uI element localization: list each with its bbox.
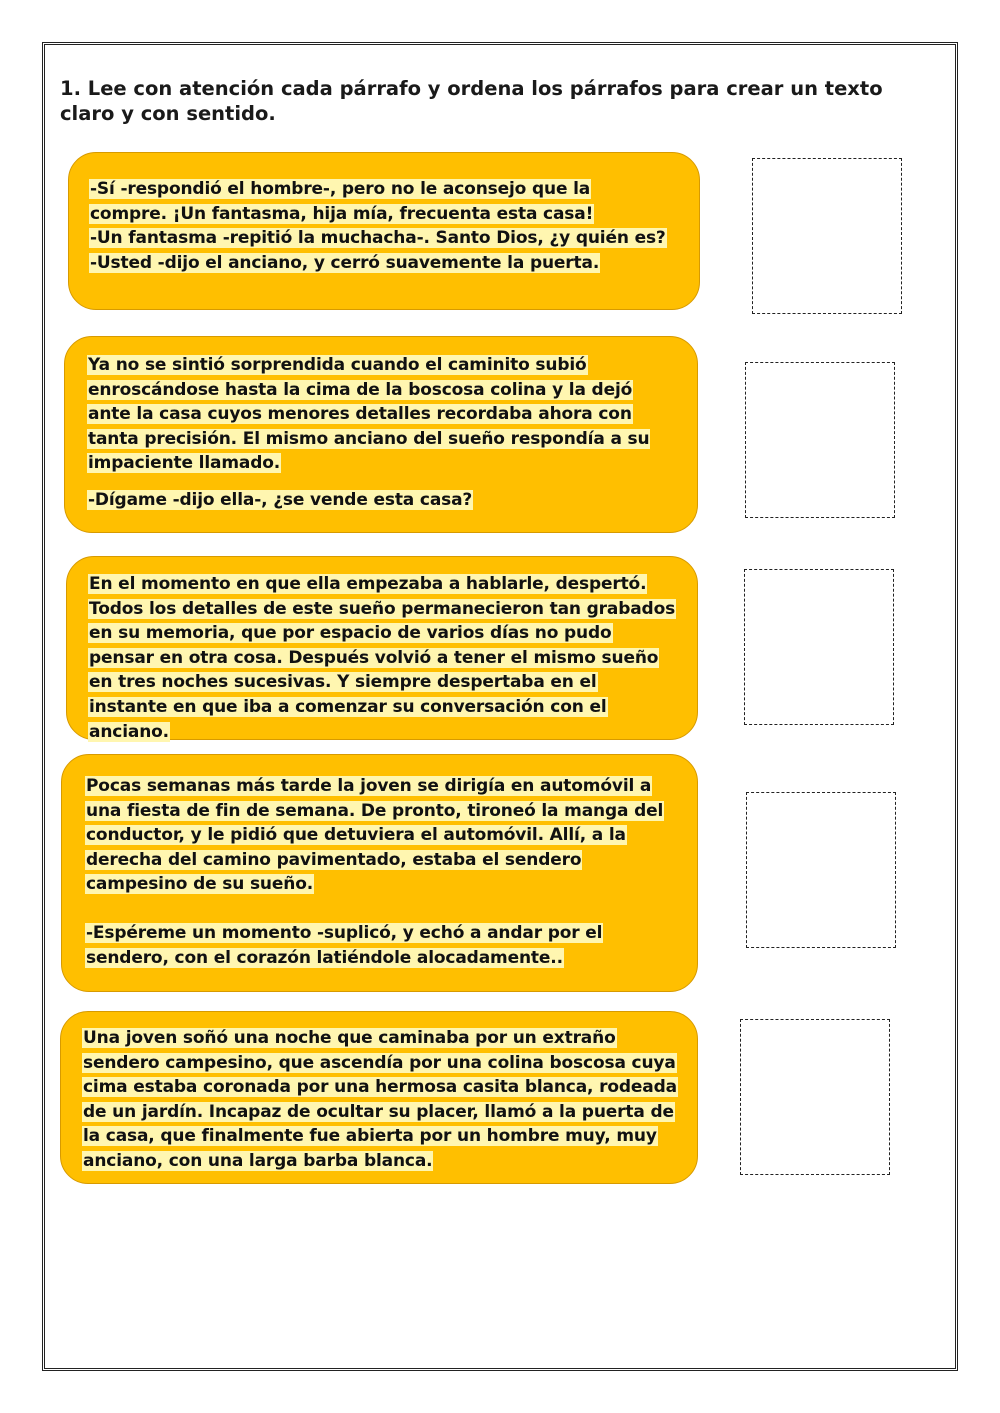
order-box-3[interactable] [744, 569, 894, 725]
paragraph-card-3[interactable] [66, 556, 698, 740]
paragraph-4-line-1: Pocas semanas más tarde la joven se dirigía en automóvil a una fiesta de fin de semana. De pronto, tironeó la manga del conductor, y le pidió que detuviera el automóvil. Allí, a la derecha del camino pavimentado, estaba el sendero campesino de su sueño. [86, 776, 664, 895]
paragraph-card-2[interactable] [64, 336, 698, 533]
paragraph-5-line-1: Una joven soñó una noche que caminaba por un extraño sendero campesino, que ascendía por una colina boscosa cuya cima estaba coronada por una hermosa casita blanca, rodeada de un jardín. Incapaz de ocultar su placer, llamó a la puerta de la casa, que finalmente fue abierta por un hombre muy, muy anciano, con una larga barba blanca. [83, 1028, 677, 1171]
order-box-4[interactable] [746, 792, 896, 948]
paragraph-3-line-1: En el momento en que ella empezaba a hablarle, despertó. Todos los detalles de este sueño permanecieron tan grabados en su memoria, que por espacio de varios días no pudo pensar en otra cosa. Después volvió a tener el mismo sueño en tres noches sucesivas. Y siempre despertaba en el instante en que iba a comenzar su conversación con el anciano. [89, 574, 676, 742]
paragraph-2-line-1: Ya no se sintió sorprendida cuando el caminito subió enroscándose hasta la cima de la boscosa colina y la dejó ante la casa cuyos menores detalles recordaba ahora con tanta precisión. El mismo anciano del sueño respondía a su impaciente llamado. [88, 355, 650, 474]
paragraph-4-line-2: -Espéreme un momento -suplicó, y echó a andar por el sendero, con el corazón latiéndole alocadamente.. [86, 922, 603, 968]
paragraph-1-line-1: -Sí -respondió el hombre-, pero no le aconsejo que la compre. ¡Un fantasma, hija mía, frecuenta esta casa! [90, 179, 594, 224]
paragraph-card-5[interactable] [60, 1011, 698, 1184]
paragraph-card-4[interactable] [61, 754, 698, 992]
paragraph-card-1[interactable] [68, 152, 700, 310]
order-box-1[interactable] [752, 158, 902, 314]
paragraph-1-line-2: -Un fantasma -repitió la muchacha-. Santo Dios, ¿y quién es? [90, 228, 666, 249]
order-box-2[interactable] [745, 362, 895, 518]
paragraph-1-line-3: -Usted -dijo el anciano, y cerró suavemente la puerta. [90, 252, 600, 273]
paragraph-2-line-2: -Dígame -dijo ella-, ¿se vende esta casa? [88, 489, 473, 510]
order-box-5[interactable] [740, 1019, 890, 1175]
instruction-text: 1. Lee con atención cada párrafo y ordena los párrafos para crear un texto claro y con sentido. [60, 77, 883, 125]
